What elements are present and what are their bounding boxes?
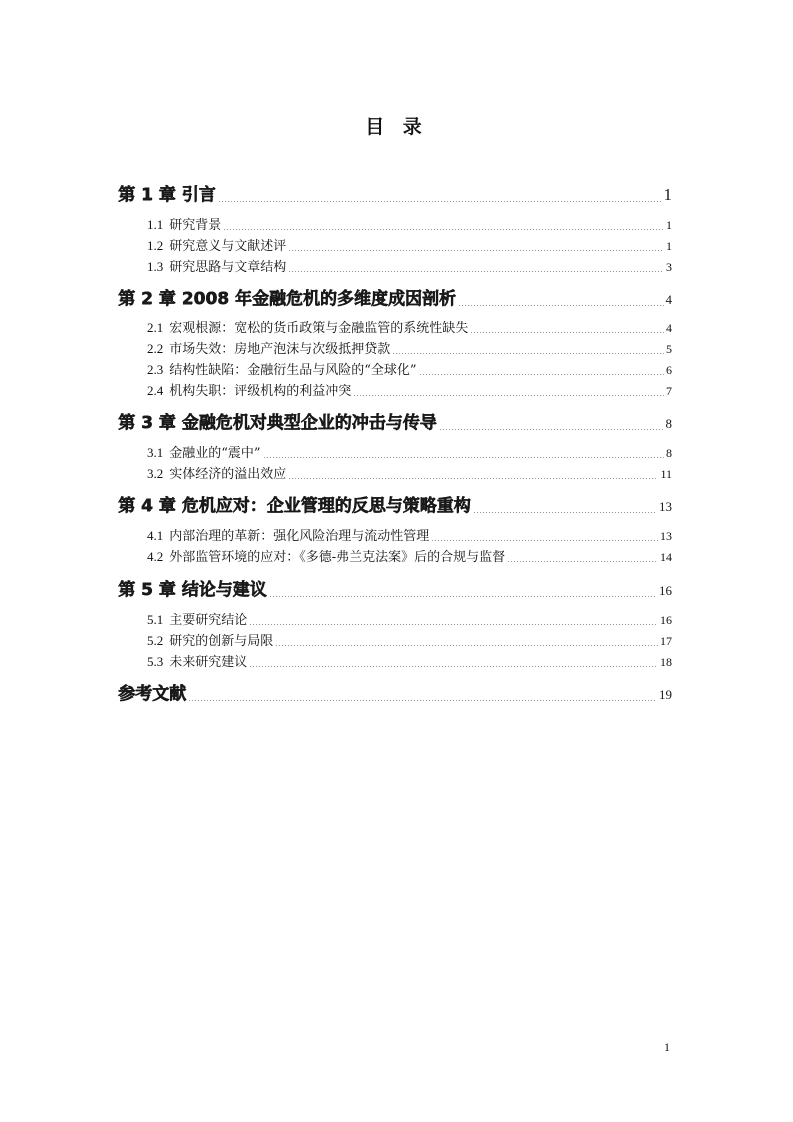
dot-leader [263,457,664,458]
toc-section-number: 1.3 [147,259,164,274]
toc-page-number: 5 [666,342,672,356]
toc-chapter-label: 第 1 章 引言 [118,185,216,205]
toc-section-number: 2.3 [147,362,164,377]
toc-section-label: 结构性缺陷：金融衍生品与风险的“全球化” [169,363,417,378]
toc-section-label: 研究背景 [169,218,222,233]
dot-leader [507,561,658,562]
toc-section-label: 实体经济的溢出效应 [169,467,287,482]
dot-leader [353,395,664,396]
toc-chapter-label: 第 4 章 危机应对：企业管理的反思与策略重构 [118,496,471,516]
dot-leader [223,229,664,230]
toc-page-number: 1 [663,185,672,204]
toc-page-number: 6 [666,363,672,377]
toc-section-number: 3.2 [147,466,164,481]
toc-section-number: 5.3 [147,654,164,669]
toc-section-2-2[interactable] [147,338,672,357]
dot-leader [473,512,657,513]
toc-page-number: 1 [666,239,672,253]
toc-page-number: 14 [660,550,672,564]
toc-page-number: 7 [666,384,672,398]
toc-section-2-1[interactable] [147,317,672,336]
dot-leader [288,250,664,251]
toc-page-number: 16 [660,613,672,627]
dot-leader [249,666,658,667]
toc-section-label: 外部监管环境的应对：《多德-弗兰克法案》后的合规与监督 [169,550,506,565]
toc-section-label: 金融业的“震中” [169,446,261,461]
toc-section-1-3[interactable] [147,256,672,275]
toc-section-label: 机构失职：评级机构的利益冲突 [169,384,352,399]
toc-chapter-2[interactable] [118,284,672,309]
toc-page-number: 8 [665,416,672,431]
toc-chapter-1[interactable] [118,180,672,205]
dot-leader [188,700,657,701]
toc-section-5-1[interactable] [147,609,672,628]
toc-chapter-label: 第 5 章 结论与建议 [118,580,267,600]
toc-chapter-4[interactable] [118,491,672,516]
toc-page-number: 1 [666,218,672,232]
toc-page-number: 3 [666,260,672,274]
toc-section-label: 研究思路与文章结构 [169,260,287,275]
toc-section-number: 5.1 [147,612,164,627]
page-title: 目 录 [365,116,428,138]
toc-page-number: 16 [659,583,672,598]
toc-page-number: 11 [660,467,672,481]
toc-section-5-3[interactable] [147,651,672,670]
toc-section-label: 研究的创新与局限 [169,634,274,649]
toc-section-number: 4.2 [147,549,164,564]
dot-leader [419,374,664,375]
toc-section-number: 3.1 [147,445,164,460]
dot-leader [458,305,664,306]
toc-chapter-label: 第 2 章 2008 年金融危机的多维度成因剖析 [118,289,456,309]
toc-page-number: 4 [666,321,672,335]
toc-chapter-5[interactable] [118,575,672,600]
dot-leader [249,624,658,625]
toc-section-2-4[interactable] [147,380,672,399]
toc-page-number: 13 [659,499,672,514]
dot-leader [288,478,658,479]
toc-section-label: 未来研究建议 [169,655,248,670]
toc-section-2-3[interactable] [147,359,672,378]
dot-leader [275,645,658,646]
toc-section-number: 2.1 [147,320,164,335]
dot-leader [470,332,664,333]
toc-chapter-label: 参考文献 [118,684,186,704]
dot-leader [431,540,658,541]
toc-page-number: 18 [660,655,672,669]
toc-section-5-2[interactable] [147,630,672,649]
toc-section-number: 2.4 [147,383,164,398]
dot-leader [392,353,664,354]
toc-chapter-3[interactable] [118,408,672,433]
toc-section-4-1[interactable] [147,525,672,544]
footer-page-number: 1 [664,1040,670,1054]
dot-leader [439,429,664,430]
toc-section-3-2[interactable] [147,463,672,482]
toc-chapter-label: 第 3 章 金融危机对典型企业的冲击与传导 [118,413,437,433]
dot-leader [218,201,662,202]
toc-page-number: 17 [660,634,672,648]
toc-section-label: 研究意义与文献述评 [169,239,287,254]
toc-section-number: 1.2 [147,238,164,253]
toc-page-number: 19 [659,687,672,702]
toc-section-1-1[interactable] [147,214,672,233]
toc-section-4-2[interactable] [147,546,672,565]
toc-section-label: 主要研究结论 [169,613,248,628]
toc-section-number: 1.1 [147,217,164,232]
toc-page-number: 8 [666,446,672,460]
toc-section-1-2[interactable] [147,235,672,254]
toc-section-number: 5.2 [147,633,164,648]
toc-section-label: 内部治理的革新：强化风险治理与流动性管理 [169,529,430,544]
toc-section-label: 市场失效：房地产泡沫与次级抵押贷款 [169,342,391,357]
dot-leader [269,596,657,597]
toc-section-number: 4.1 [147,528,164,543]
toc-page-number: 4 [665,292,672,307]
toc-section-label: 宏观根源：宽松的货币政策与金融监管的系统性缺失 [169,321,469,336]
toc-section-number: 2.2 [147,341,164,356]
dot-leader [288,271,664,272]
toc-section-3-1[interactable] [147,442,672,461]
toc-references[interactable] [118,679,672,704]
toc-page-number: 13 [660,529,672,543]
